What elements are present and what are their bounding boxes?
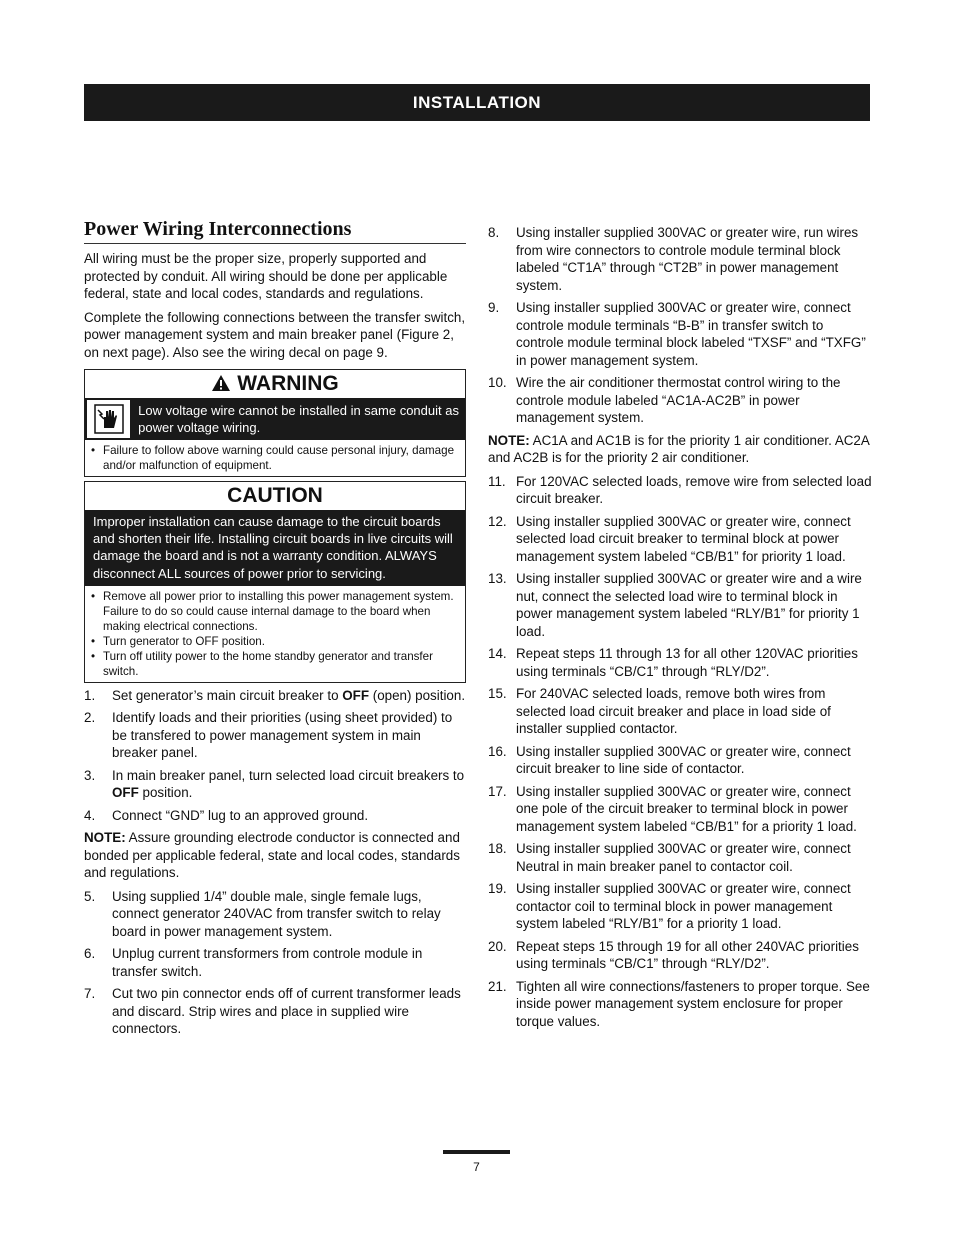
- step-text: Unplug current transformers from controle module in transfer switch.: [112, 946, 423, 979]
- warning-box: [84, 369, 466, 477]
- section-title: Power Wiring Interconnections: [84, 218, 466, 244]
- step-item: [488, 299, 872, 369]
- step-text: Set generator’s main circuit breaker to OFF (open) position.: [112, 687, 466, 703]
- step-text: Connect “GND” lug to an approved ground.: [112, 807, 369, 823]
- step-item: [488, 570, 872, 640]
- step-text: Using installer supplied 300VAC or greater wire, connect one pole of the circuit breaker to terminal block in power management system labeled “CB/B1” for a priority 1 load.: [516, 783, 857, 834]
- warning-bullet: • Failure to follow above warning could cause personal injury, damage and/or malfunction of equipment.: [103, 443, 459, 473]
- step-item: [488, 224, 872, 294]
- step-text: Identify loads and their priorities (using sheet provided) to be transfered to power management system in main breaker panel.: [112, 710, 453, 761]
- step-item: [84, 985, 466, 1038]
- caution-box: [84, 481, 466, 683]
- step-item: [488, 685, 872, 738]
- step-number: 21.: [488, 978, 507, 994]
- step-item: [488, 645, 872, 680]
- step-text: Using installer supplied 300VAC or greater wire, run wires from wire connectors to controle module terminal block labeled “CT1A” through “CT2B” in power management system.: [516, 225, 859, 293]
- step-text: In main breaker panel, turn selected load circuit breakers to OFF position.: [112, 767, 465, 801]
- step-text: Using supplied 1/4” double male, single female lugs, connect generator 240VAC from transfer switch to relay board in power management system.: [112, 888, 441, 939]
- step-number: 15.: [488, 686, 507, 701]
- step-item: [488, 783, 872, 836]
- step-item: [488, 978, 872, 1031]
- step-text: Using installer supplied 300VAC or greater wire, connect controle module terminals “B-B” in transfer switch to controle module terminal block labeled “TXSF” and “TXFG” in power management system.: [516, 300, 866, 368]
- warning-triangle-icon: [211, 372, 231, 400]
- step-number: 1.: [84, 687, 96, 703]
- step-item: [84, 807, 466, 825]
- step-number: 8.: [488, 225, 500, 240]
- step-text: Using installer supplied 300VAC or greater wire, connect Neutral in main breaker panel to contactor coil.: [516, 841, 851, 874]
- step-item: [84, 687, 466, 705]
- step-text: Using installer supplied 300VAC or greater wire, connect circuit breaker to line side of contactor.: [516, 743, 851, 776]
- step-number: 20.: [488, 938, 507, 954]
- step-text: Cut two pin connector ends off of current transformer leads and discard. Strip wires and place in supplied wire connectors.: [112, 986, 461, 1037]
- step-item: [488, 513, 872, 566]
- steps-list-5-7: [84, 888, 466, 1038]
- step-item: [84, 945, 466, 980]
- caution-bullet: • Turn generator to OFF position.: [103, 634, 459, 649]
- step-number: 19.: [488, 881, 507, 896]
- warning-header: [85, 370, 465, 398]
- hand-shock-icon: [87, 400, 130, 438]
- caution-bullet: • Turn off utility power to the home standby generator and transfer switch.: [103, 649, 459, 679]
- steps-list-11-21: [488, 473, 872, 1031]
- step-text: For 120VAC selected loads, remove wire from selected load circuit breaker.: [516, 473, 872, 506]
- step-text: Using installer supplied 300VAC or greater wire and a wire nut, connect the selected load wire to terminal block in power management system labeled “RLY/B1” for priority 1 load.: [516, 571, 862, 639]
- step-number: 11.: [488, 473, 506, 489]
- steps-list-1-4: [84, 687, 466, 825]
- step-item: [488, 840, 872, 875]
- step-number: 2.: [84, 710, 96, 726]
- intro-paragraph-1: All wiring must be the proper size, properly supported and protected by conduit. All wiring should be done per applicable federal, state and local codes, standards and regulations.: [84, 251, 448, 301]
- step-number: 9.: [488, 300, 500, 315]
- step-number: 13.: [488, 571, 507, 586]
- caution-bullets: [85, 586, 465, 682]
- note-grounding: NOTE: Assure grounding electrode conductor is connected and bonded per applicable federal, state and local codes, standards and regulations.: [84, 830, 460, 881]
- section-header: [84, 84, 870, 121]
- step-number: 6.: [84, 946, 96, 962]
- step-number: 4.: [84, 807, 96, 823]
- step-item: [84, 888, 466, 941]
- step-number: 17.: [488, 783, 507, 799]
- step-number: 16.: [488, 743, 507, 759]
- step-item: [84, 709, 466, 762]
- caution-bullet: • Remove all power prior to installing this power management system. Failure to do so could cause internal damage to the board when making electrical connections.: [103, 589, 459, 634]
- footer-rule: [443, 1150, 510, 1154]
- header-title: INSTALLATION: [412, 92, 542, 112]
- warning-message: Low voltage wire cannot be installed in same conduit as power voltage wiring.: [138, 403, 459, 435]
- caution-message: Improper installation can cause damage to the circuit boards and shorten their life. Installing circuit boards in live circuits will damage the board and is not a warranty condition. ALWAYS disconnect ALL sources of power prior to servicing.: [85, 510, 465, 586]
- page-number: 7: [473, 1160, 480, 1174]
- warning-bullets: [85, 440, 465, 476]
- step-text: Repeat steps 11 through 13 for all other 120VAC priorities using terminals “CB/C1” through “RLY/D2”.: [516, 646, 858, 679]
- step-number: 14.: [488, 646, 507, 661]
- step-number: 12.: [488, 513, 507, 529]
- caution-title: CAUTION: [227, 484, 323, 507]
- step-number: 5.: [84, 888, 96, 904]
- steps-list-8-10: [488, 224, 872, 427]
- step-item: [84, 767, 466, 802]
- left-column: [84, 218, 466, 1043]
- step-number: 3.: [84, 767, 96, 783]
- step-number: 18.: [488, 841, 507, 856]
- step-text: For 240VAC selected loads, remove both wires from selected load circuit breaker and place in load side of installer supplied contactor.: [516, 686, 831, 736]
- step-item: [488, 374, 872, 427]
- step-item: [488, 880, 872, 933]
- step-number: 10.: [488, 375, 507, 390]
- step-text: Tighten all wire connections/fasteners to proper torque. See inside power management system enclosure for proper torque values.: [516, 978, 870, 1029]
- step-item: [488, 938, 872, 973]
- step-text: Using installer supplied 300VAC or greater wire, connect selected load circuit breaker to terminal block at power management system labeled “CB/B1” for priority 1 load.: [516, 513, 851, 564]
- note-air-conditioner: NOTE: AC1A and AC1B is for the priority 1 air conditioner. AC2A and AC2B is for the priority 2 air conditioner.: [488, 432, 870, 465]
- right-column: [488, 220, 872, 1035]
- step-item: [488, 473, 872, 508]
- warning-title: WARNING: [237, 372, 339, 395]
- step-number: 7.: [84, 986, 96, 1002]
- step-text: Using installer supplied 300VAC or greater wire, connect contactor coil to terminal block in power management system labeled “RLY/B1” for a priority 1 load.: [516, 881, 851, 931]
- intro-paragraph-2: Complete the following connections between the transfer switch, power management system and main breaker panel (Figure 2, on next page). Also see the wiring decal on page 9.: [84, 309, 466, 360]
- step-item: [488, 743, 872, 778]
- step-text: Wire the air conditioner thermostat control wiring to the controle module labeled “AC1A-AC2B” in power management system.: [516, 375, 841, 425]
- step-text: Repeat steps 15 through 19 for all other 240VAC priorities using terminals “CB/C1” through “RLY/D2”.: [516, 938, 859, 971]
- warning-message-bar: [85, 398, 465, 440]
